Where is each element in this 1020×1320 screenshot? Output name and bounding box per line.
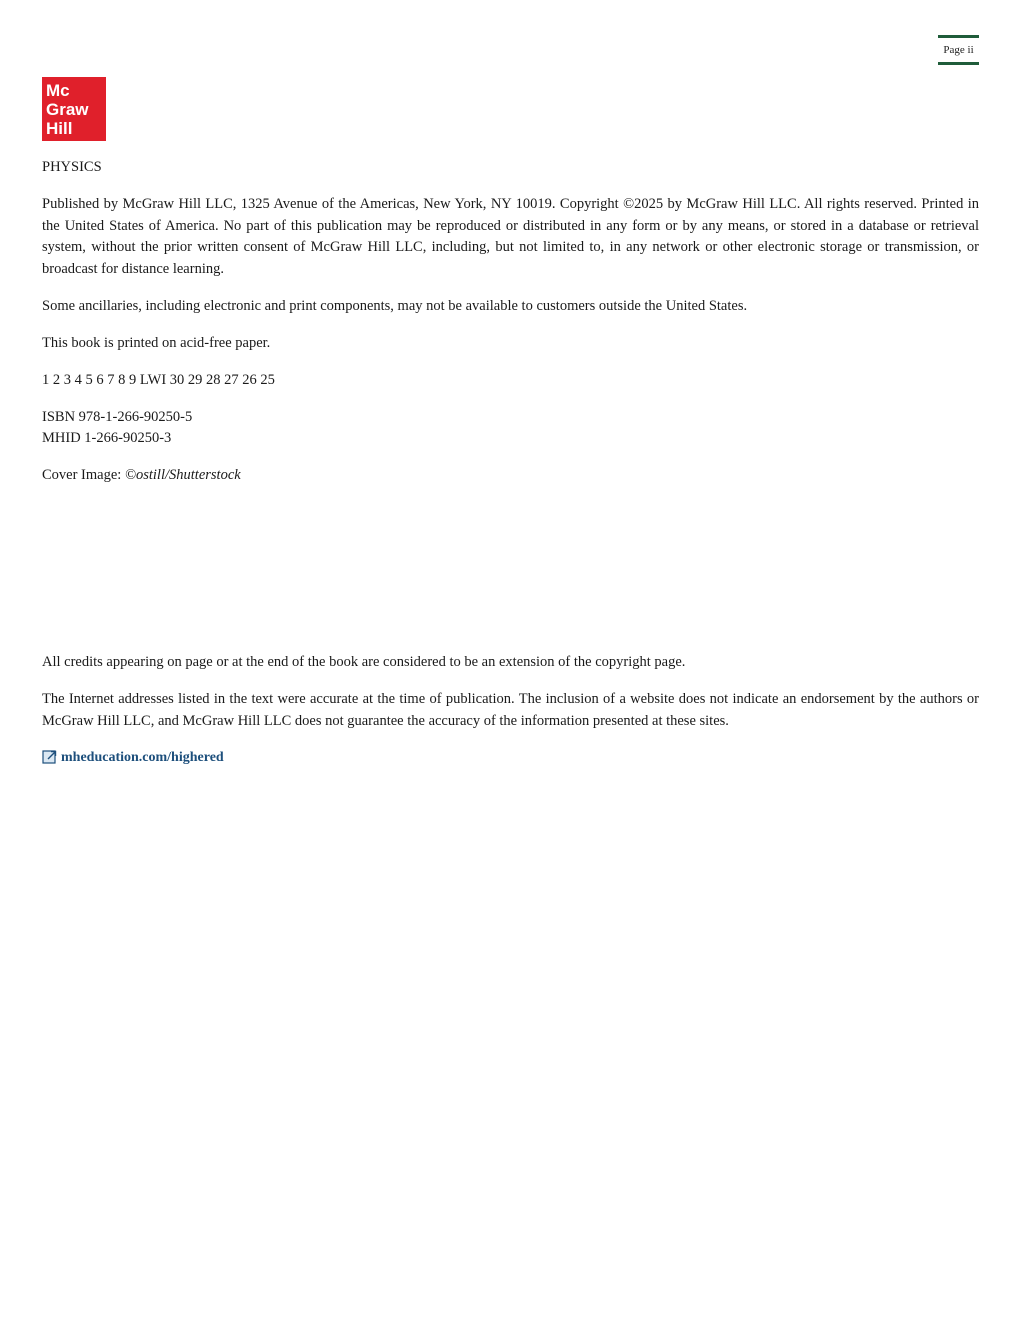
copyright-content [42, 157, 979, 768]
credits-paragraph: All credits appearing on page or at the end of the book are considered to be an extension of the copyright page. [42, 654, 686, 670]
isbn-block [42, 407, 979, 450]
cover-image-credit [42, 465, 979, 487]
isbn-line: ISBN 978-1-266-90250-5 [42, 408, 193, 425]
mcgraw-hill-logo [42, 77, 106, 141]
ancillaries-paragraph: Some ancillaries, including electronic and print components, may not be available to customers outside the United States. [42, 297, 748, 314]
book-title: PHYSICS [42, 159, 102, 175]
acid-free-paragraph: This book is printed on acid-free paper. [42, 334, 271, 351]
cover-image-label: Cover Image: [42, 467, 125, 483]
logo-line-2: Graw [46, 100, 89, 119]
logo-graphic [42, 77, 106, 141]
website-link-row [42, 747, 979, 769]
page-number-marker: Page ii [938, 35, 979, 65]
blank-space [42, 502, 979, 652]
logo-line-1: Mc [46, 81, 70, 100]
mheducation-link[interactable]: mheducation.com/highered [61, 749, 224, 765]
mhid-line: MHID 1-266-90250-3 [42, 430, 172, 446]
printing-line: 1 2 3 4 5 6 7 8 9 LWI 30 29 28 27 26 25 [42, 371, 275, 388]
external-link-icon[interactable] [42, 749, 58, 765]
logo-line-3: Hill [46, 119, 73, 138]
cover-image-source: ©ostill/Shutterstock [124, 467, 241, 483]
internet-disclaimer-paragraph: The Internet addresses listed in the text were accurate at the time of publication. The inclusion of a website does not indicate an endorsement by the authors or McGraw Hill LLC, and McGraw Hill LLC does not guarantee the accuracy of the information presented at these sites. [42, 691, 979, 729]
publisher-paragraph: Published by McGraw Hill LLC, 1325 Avenue of the Americas, New York, NY 10019. Copyright ©2025 by McGraw Hill LLC. All rights reserved. Printed in the United States of America. No part of this publication may be reproduced or distributed in any form or by any means, or stored in a database or retrieval system, without the prior written consent of McGraw Hill LLC, including, but not limited to, in any network or other electronic storage or transmission, or broadcast for distance learning. [42, 196, 979, 277]
